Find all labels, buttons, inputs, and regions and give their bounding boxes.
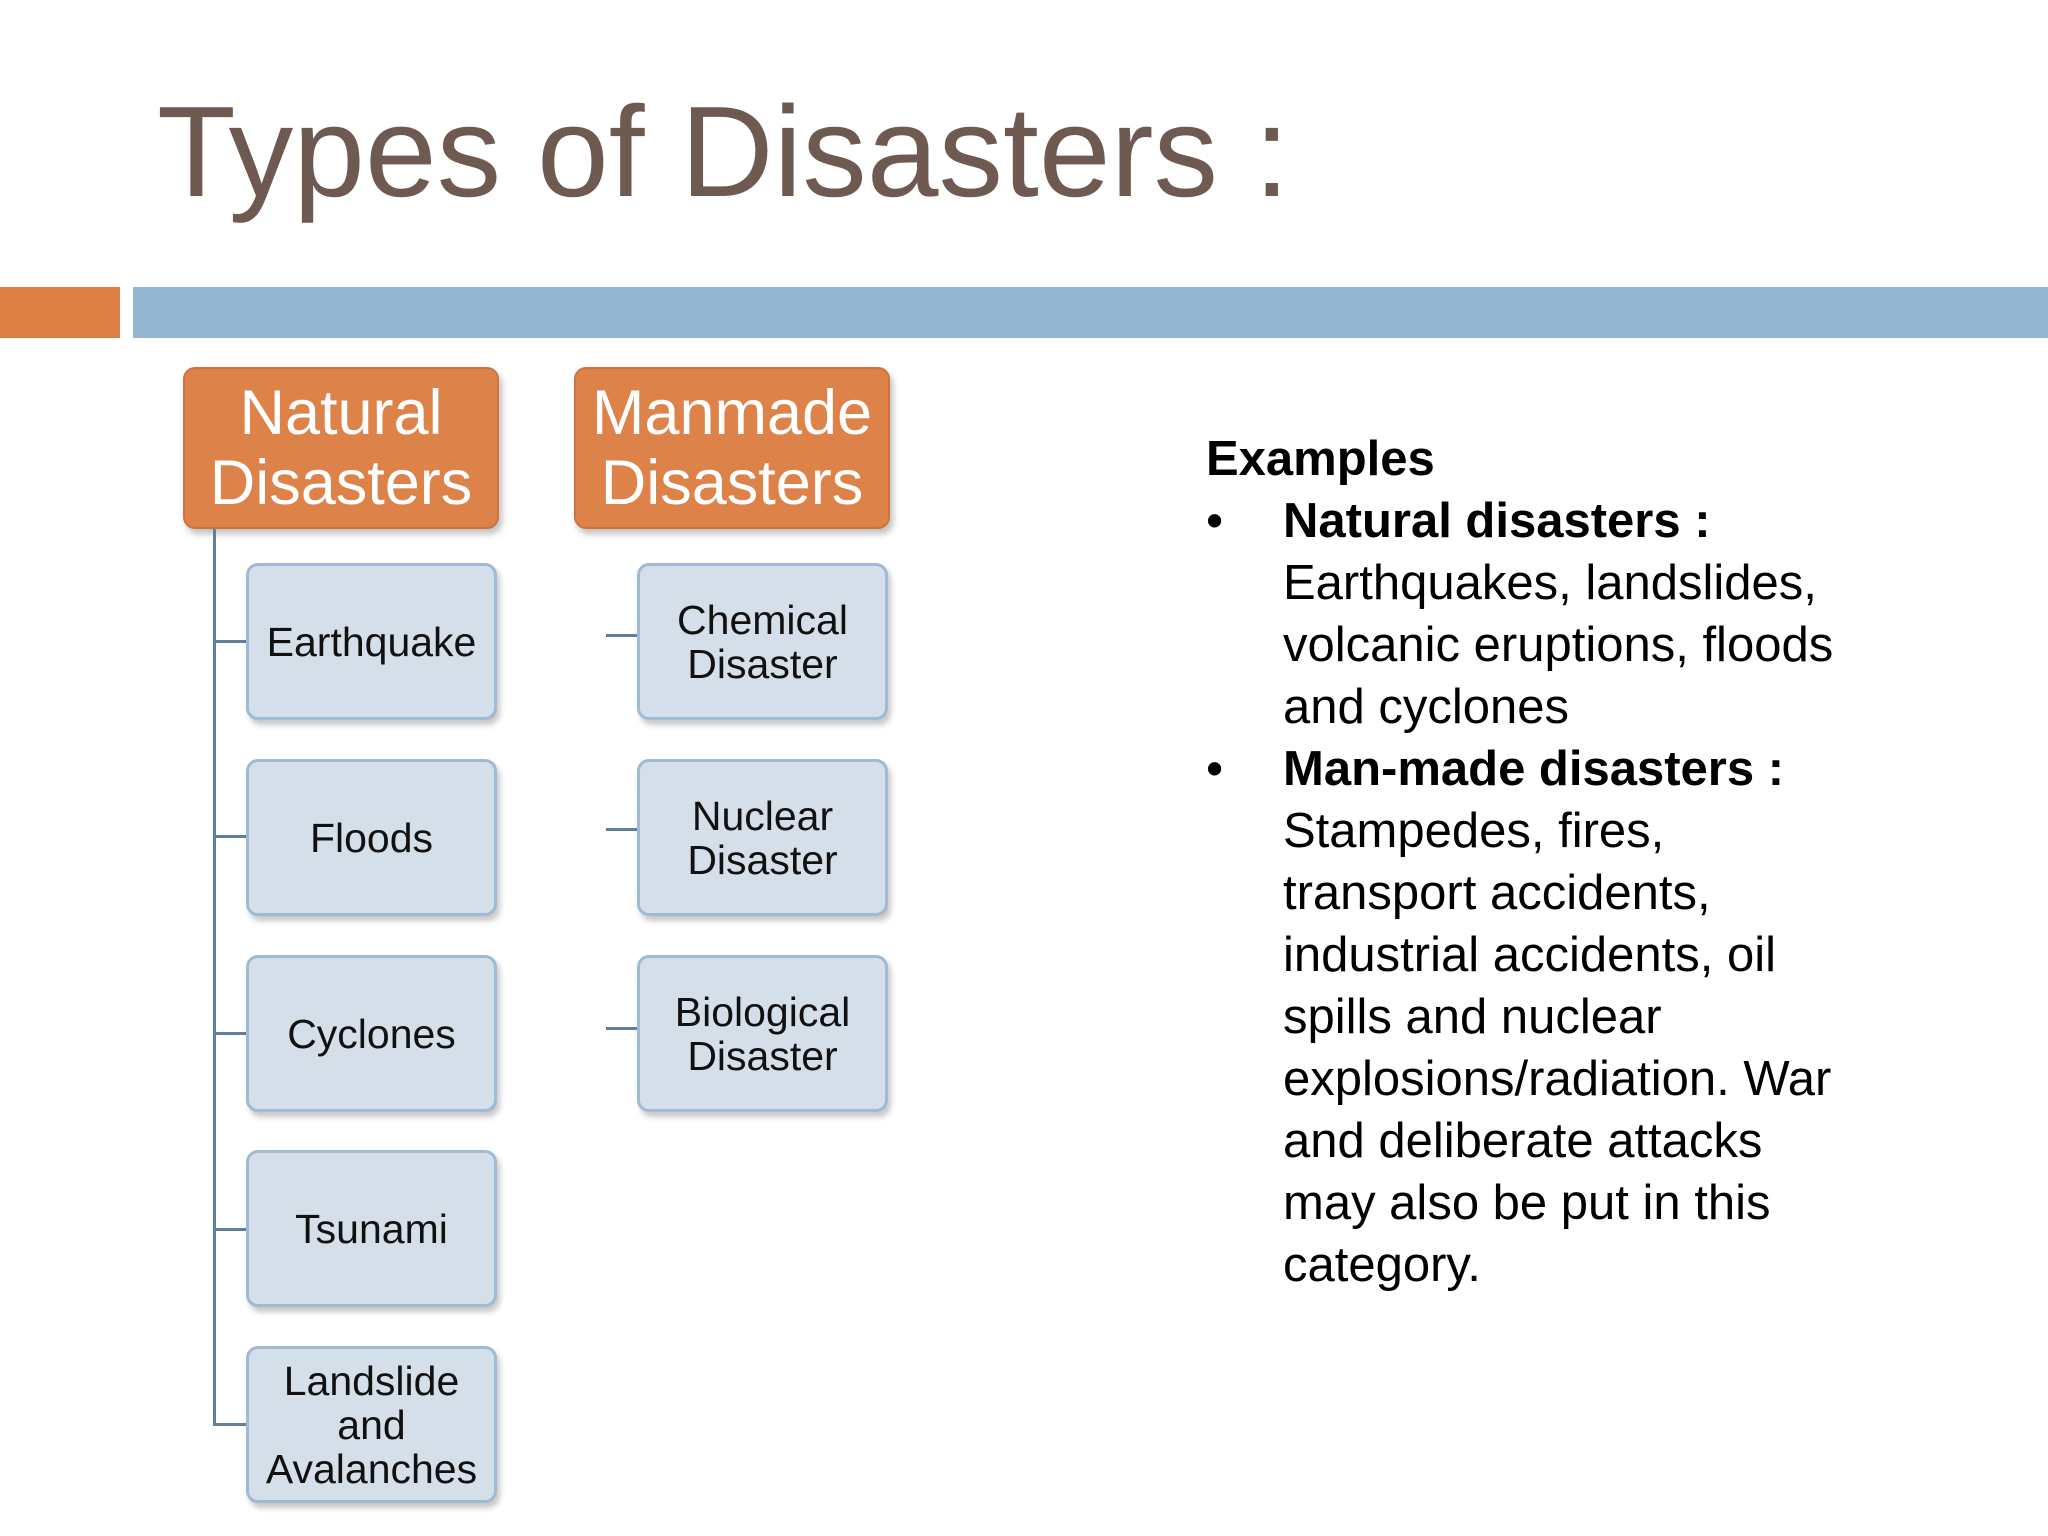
natural-connector-branch [213,835,246,838]
manmade-child-chemical [637,563,888,720]
accent-bar-orange [0,287,120,338]
natural-header-line-2: Disasters [209,448,473,518]
natural-child-earthquake [246,563,497,720]
manmade-header-line-1: Manmade [591,378,873,448]
manmade-disasters-header [574,367,890,529]
bullet-title: Man-made disasters : [1283,742,1785,796]
manmade-child-biological [637,955,888,1112]
natural-child-label: Earthquake [266,618,477,665]
natural-child-floods [246,759,497,916]
examples-heading: Examples [1206,432,1435,486]
natural-connector-trunk [213,529,216,1424]
manmade-child-nuclear [637,759,888,916]
examples-bullet-natural [1206,490,1966,738]
natural-connector-branch [213,1032,246,1035]
bullet-icon: • [1206,494,1224,548]
bullet-line: and deliberate attacks [1283,1114,1763,1168]
natural-connector-branch [213,1228,246,1231]
natural-child-label: Tsunami [295,1205,448,1252]
bullet-line: may also be put in this [1283,1176,1771,1230]
manmade-child-label: Biological [674,988,851,1035]
natural-connector-branch [213,1423,246,1426]
bullet-icon: • [1206,742,1224,796]
manmade-child-label: Nuclear [691,792,834,839]
natural-child-tsunami [246,1150,497,1307]
accent-bar-blue [133,287,2048,338]
manmade-child-label: Chemical [677,596,848,643]
bullet-line: industrial accidents, oil [1283,928,1776,982]
natural-child-label: Cyclones [287,1010,456,1057]
bullet-line: Stampedes, fires, [1283,804,1665,858]
bullet-line: explosions/radiation. War [1283,1052,1832,1106]
bullet-line: Earthquakes, landslides, [1283,556,1817,610]
manmade-child-label: Disaster [687,1032,838,1079]
slide-title: Types of Disasters : [157,80,1290,224]
natural-child-label: Avalanches [265,1445,478,1492]
natural-child-label: Floods [309,814,434,861]
manmade-header-line-2: Disasters [600,448,864,518]
natural-child-label: and [337,1401,406,1448]
bullet-line: category. [1283,1238,1481,1292]
natural-child-cyclones [246,955,497,1112]
natural-child-label: Landslide [283,1357,460,1404]
bullet-line: and cyclones [1283,680,1570,734]
manmade-child-label: Disaster [687,640,838,687]
bullet-title: Natural disasters : [1283,494,1711,548]
natural-header-line-1: Natural [239,378,443,448]
bullet-line: transport accidents, [1283,866,1711,920]
bullet-line: volcanic eruptions, floods [1283,618,1834,672]
examples-text-block [1206,428,1966,1296]
bullet-line: spills and nuclear [1283,990,1662,1044]
manmade-child-label: Disaster [687,836,838,883]
natural-connector-branch [213,640,246,643]
natural-disasters-header [183,367,499,529]
examples-bullet-manmade [1206,738,1966,1296]
natural-child-landslide [246,1346,497,1503]
